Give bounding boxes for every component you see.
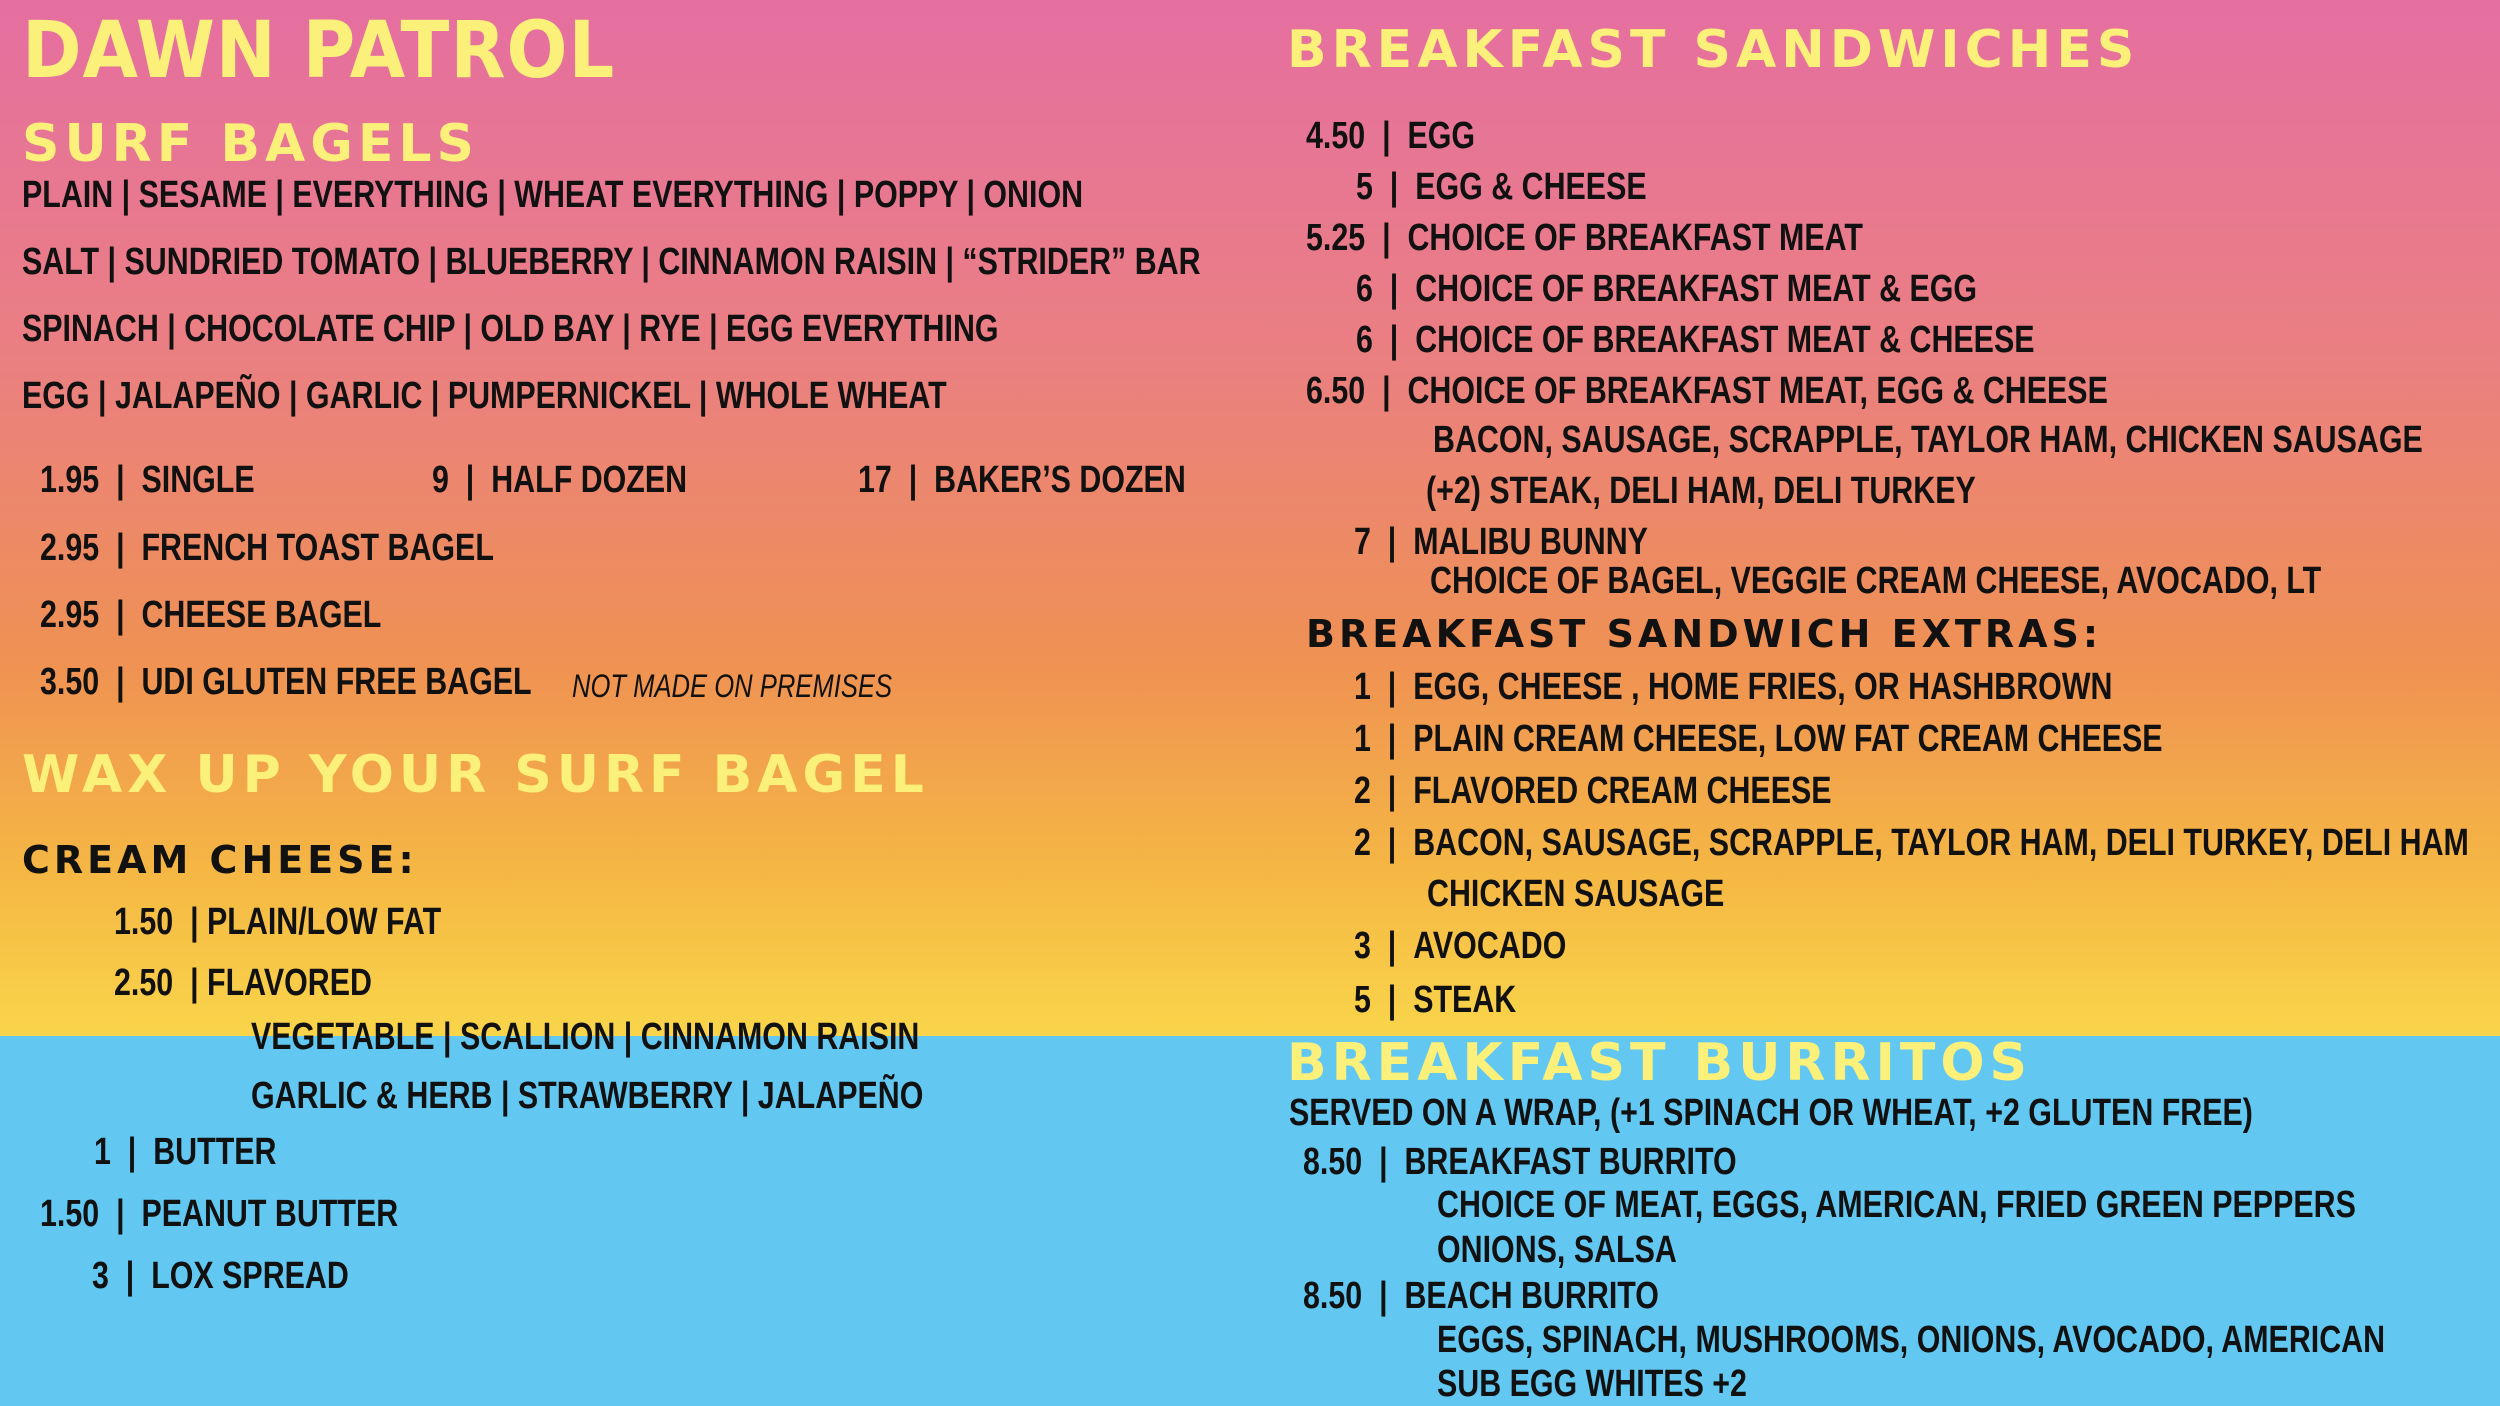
breakfast-burritos-heading: BREAKFAST BURRITOS <box>1287 1033 2032 1093</box>
item-label: LOX SPREAD <box>151 1255 349 1297</box>
bagel-flavor-line: SPINACH | CHOCOLATE CHIP | OLD BAY | RYE | EGG EVERYTHING <box>22 308 999 350</box>
price: 1.95 <box>40 459 100 501</box>
extras-item: 1 | EGG, CHEESE , HOME FRIES, OR HASHBROWN <box>1354 666 2113 708</box>
item-label: HALF DOZEN <box>491 459 688 501</box>
item-label: FLAVORED CREAM CHEESE <box>1413 770 1832 812</box>
price: 2 <box>1354 770 1371 812</box>
flavored-options-line: VEGETABLE | SCALLION | CINNAMON RAISIN <box>251 1016 920 1058</box>
price: 1 <box>1354 718 1371 760</box>
price: 2.95 <box>40 594 100 636</box>
item-label: EGG & CHEESE <box>1415 166 1647 208</box>
price: 4.50 <box>1306 115 1366 157</box>
price: 1.50 <box>40 1193 100 1235</box>
item-label: FRENCH TOAST BAGEL <box>141 527 494 569</box>
sandwich-item: 6 | CHOICE OF BREAKFAST MEAT & EGG <box>1356 268 1978 310</box>
burrito-description: SUB EGG WHITES +2 <box>1437 1363 1747 1405</box>
menu-item: 2.95 | CHEESE BAGEL <box>40 594 382 636</box>
item-label: CHOICE OF BREAKFAST MEAT & EGG <box>1415 268 1978 310</box>
spread-item: 1.50 | PEANUT BUTTER <box>40 1193 399 1235</box>
extras-item: 3 | AVOCADO <box>1354 925 1567 967</box>
item-label: MALIBU BUNNY <box>1413 521 1648 563</box>
malibu-bunny-description: CHOICE OF BAGEL, VEGGIE CREAM CHEESE, AVOCADO, LT <box>1430 560 2322 602</box>
price: 9 <box>432 459 449 501</box>
item-label: BEACH BURRITO <box>1404 1275 1659 1317</box>
menu-title: DAWN PATROL <box>22 6 616 96</box>
burrito-item: 8.50 | BEACH BURRITO <box>1303 1275 1659 1317</box>
item-label: CHOICE OF BREAKFAST MEAT, EGG & CHEESE <box>1407 370 2108 412</box>
price: 3 <box>92 1255 109 1297</box>
flavored-options-line: GARLIC & HERB | STRAWBERRY | JALAPEÑO <box>251 1075 924 1117</box>
item-label: SINGLE <box>141 459 255 501</box>
sandwich-extras-heading: BREAKFAST SANDWICH EXTRAS: <box>1306 612 2103 656</box>
price: 3 <box>1354 925 1371 967</box>
spread-item: 3 | LOX SPREAD <box>92 1255 349 1297</box>
item-label: CHOICE OF BREAKFAST MEAT & CHEESE <box>1415 319 2035 361</box>
burrito-description: ONIONS, SALSA <box>1437 1229 1677 1271</box>
item-label: UDI GLUTEN FREE BAGEL <box>141 661 532 703</box>
cream-cheese-heading: CREAM CHEESE: <box>22 838 418 882</box>
price: 7 <box>1354 521 1371 563</box>
price: 5 <box>1354 979 1371 1021</box>
wax-up-heading: WAX UP YOUR SURF BAGEL <box>22 745 929 805</box>
half-dozen-price-item: 9 | HALF DOZEN <box>432 459 688 501</box>
single-price-item: 1.95 | SINGLE <box>40 459 255 501</box>
price: 1 <box>94 1131 111 1173</box>
burrito-item: 8.50 | BREAKFAST BURRITO <box>1303 1141 1737 1183</box>
sandwich-item: 6.50 | CHOICE OF BREAKFAST MEAT, EGG & CHEESE <box>1306 370 2108 412</box>
item-label: CHEESE BAGEL <box>141 594 382 636</box>
price: 3.50 <box>40 661 100 703</box>
burritos-note: SERVED ON A WRAP, (+1 SPINACH OR WHEAT, +2 GLUTEN FREE) <box>1289 1092 2253 1134</box>
extras-item: 1 | PLAIN CREAM CHEESE, LOW FAT CREAM CHEESE <box>1354 718 2163 760</box>
cream-cheese-item: 1.50 | PLAIN/LOW FAT <box>114 901 442 943</box>
extras-item: 2 | BACON, SAUSAGE, SCRAPPLE, TAYLOR HAM, DELI TURKEY, DELI HAM <box>1354 822 2469 864</box>
meat-options-line: BACON, SAUSAGE, SCRAPPLE, TAYLOR HAM, CHICKEN SAUSAGE <box>1433 419 2423 461</box>
sandwich-item: 5.25 | CHOICE OF BREAKFAST MEAT <box>1306 217 1863 259</box>
bagel-flavor-line: PLAIN | SESAME | EVERYTHING | WHEAT EVERYTHING | POPPY | ONION <box>22 174 1084 216</box>
bakers-dozen-price-item: 17 | BAKER’S DOZEN <box>858 459 1186 501</box>
item-label: BREAKFAST BURRITO <box>1404 1141 1737 1183</box>
surf-bagels-heading: SURF BAGELS <box>22 114 480 174</box>
bagel-flavor-line: SALT | SUNDRIED TOMATO | BLUEBERRY | CINNAMON RAISIN | “STRIDER” BAR <box>22 241 1201 283</box>
price: 2.50 <box>114 962 174 1004</box>
price: 17 <box>858 459 892 501</box>
sandwich-item: 5 | EGG & CHEESE <box>1356 166 1647 208</box>
burrito-description: CHOICE OF MEAT, EGGS, AMERICAN, FRIED GREEN PEPPERS <box>1437 1184 2356 1226</box>
price: 6 <box>1356 319 1373 361</box>
price: 6 <box>1356 268 1373 310</box>
sandwich-item: 6 | CHOICE OF BREAKFAST MEAT & CHEESE <box>1356 319 2035 361</box>
item-label: BUTTER <box>153 1131 277 1173</box>
item-label: PLAIN CREAM CHEESE, LOW FAT CREAM CHEESE <box>1413 718 2163 760</box>
item-label: EGG, CHEESE , HOME FRIES, OR HASHBROWN <box>1413 666 2113 708</box>
price: 6.50 <box>1306 370 1366 412</box>
price: 5.25 <box>1306 217 1366 259</box>
price: 1 <box>1354 666 1371 708</box>
sandwich-item: 4.50 | EGG <box>1306 115 1476 157</box>
burrito-description: EGGS, SPINACH, MUSHROOMS, ONIONS, AVOCADO, AMERICAN <box>1437 1319 2386 1361</box>
price: 2.95 <box>40 527 100 569</box>
extras-item: 2 | FLAVORED CREAM CHEESE <box>1354 770 1832 812</box>
item-label: BACON, SAUSAGE, SCRAPPLE, TAYLOR HAM, DELI TURKEY, DELI HAM <box>1413 822 2469 864</box>
price: 8.50 <box>1303 1275 1363 1317</box>
item-label: EGG <box>1407 115 1476 157</box>
not-made-on-premises-note: NOT MADE ON PREMISES <box>572 668 893 704</box>
spread-item: 1 | BUTTER <box>94 1131 277 1173</box>
price: 2 <box>1354 822 1371 864</box>
extras-item: 5 | STEAK <box>1354 979 1517 1021</box>
menu-item: 3.50 | UDI GLUTEN FREE BAGEL <box>40 661 532 703</box>
item-label: CHOICE OF BREAKFAST MEAT <box>1407 217 1863 259</box>
cream-cheese-item: 2.50 | FLAVORED <box>114 962 372 1004</box>
item-label: PEANUT BUTTER <box>141 1193 399 1235</box>
price: 1.50 <box>114 901 174 943</box>
bagel-flavor-line: EGG | JALAPEÑO | GARLIC | PUMPERNICKEL | WHOLE WHEAT <box>22 375 947 417</box>
item-label: FLAVORED <box>207 962 372 1004</box>
extras-item-continued: CHICKEN SAUSAGE <box>1427 873 1725 915</box>
item-label: PLAIN/LOW FAT <box>207 901 442 943</box>
price: 5 <box>1356 166 1373 208</box>
item-label: BAKER’S DOZEN <box>934 459 1186 501</box>
breakfast-sandwiches-heading: BREAKFAST SANDWICHES <box>1287 20 2140 80</box>
menu-item: 2.95 | FRENCH TOAST BAGEL <box>40 527 494 569</box>
price: 8.50 <box>1303 1141 1363 1183</box>
malibu-bunny-item: 7 | MALIBU BUNNY <box>1354 521 1648 563</box>
item-label: AVOCADO <box>1413 925 1567 967</box>
item-label: STEAK <box>1413 979 1517 1021</box>
meat-options-line: (+2) STEAK, DELI HAM, DELI TURKEY <box>1426 470 1976 512</box>
